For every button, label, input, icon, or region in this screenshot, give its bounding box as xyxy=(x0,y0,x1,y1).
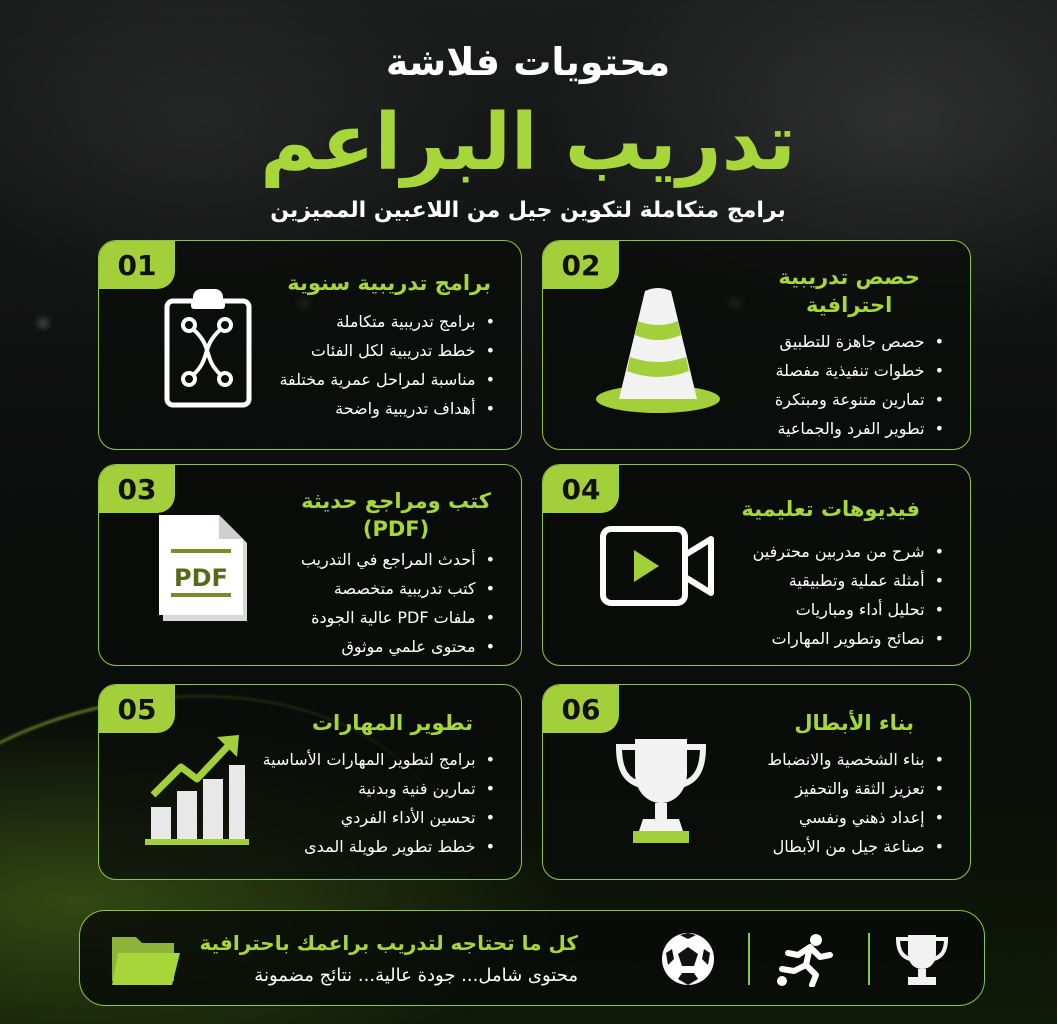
running-player-icon xyxy=(777,933,837,987)
footer-subtitle: محتوى شامل... جودة عالية... نتائج مضمونة xyxy=(255,965,579,986)
folder-icon xyxy=(111,931,183,987)
list-item: • ملفات PDF عالية الجودة xyxy=(302,603,496,632)
list-item: • نصائح وتطوير المهارات xyxy=(754,624,945,653)
list-item: • برامج لتطوير المهارات الأساسية xyxy=(264,745,496,774)
list-item: • تطوير الفرد والجماعية xyxy=(776,414,945,443)
card-number: 03 xyxy=(100,465,176,513)
card-title: تطوير المهارات xyxy=(312,711,474,735)
card-number: 01 xyxy=(100,241,176,289)
list-item: • تمارين فنية وبدنية xyxy=(264,774,496,803)
list-item: • شرح من مدربين محترفين xyxy=(754,537,945,566)
card-list xyxy=(302,545,496,661)
card-title xyxy=(302,487,492,544)
card-number: 06 xyxy=(544,685,620,733)
list-item: • بناء الشخصية والانضباط xyxy=(768,745,945,774)
pdf-label: PDF xyxy=(175,564,229,592)
card-title: برامج تدريبية سنوية xyxy=(288,271,492,295)
card-list xyxy=(768,745,945,861)
list-item: • أمثلة عملية وتطبيقية xyxy=(754,566,945,595)
card-title: بناء الأبطال xyxy=(795,711,915,735)
video-camera-icon xyxy=(600,525,716,607)
trophy-icon xyxy=(895,931,951,987)
card-professional-sessions xyxy=(543,240,972,450)
card-building-champions xyxy=(543,684,972,880)
card-title: فيديوهات تعليمية xyxy=(742,497,921,521)
card-list xyxy=(280,307,496,423)
card-annual-programs xyxy=(99,240,523,450)
list-item: • خطوات تنفيذية مفصلة xyxy=(776,356,945,385)
main-title: تدريب البراعم xyxy=(261,98,797,188)
card-list xyxy=(776,327,945,443)
card-list xyxy=(754,537,945,653)
list-item: • تحليل أداء ومباريات xyxy=(754,595,945,624)
footer-banner xyxy=(80,910,986,1006)
card-title-line: كتب ومراجع حديثة xyxy=(302,489,492,513)
list-item: • صناعة جيل من الأبطال xyxy=(768,832,945,861)
list-item: • أهداف تدريبية واضحة xyxy=(280,394,496,423)
trophy-icon xyxy=(614,733,710,847)
list-item: • خطط تطوير طويلة المدى xyxy=(264,832,496,861)
list-item: • كتب تدريبية متخصصة xyxy=(302,574,496,603)
page-title: محتويات فلاشة xyxy=(386,40,672,84)
list-item: • إعداد ذهني ونفسي xyxy=(768,803,945,832)
list-item: • تعزيز الثقة والتحفيز xyxy=(768,774,945,803)
divider xyxy=(869,933,871,985)
list-item: • تمارين متنوعة ومبتكرة xyxy=(776,385,945,414)
list-item: • محتوى علمي موثوق xyxy=(302,632,496,661)
list-item: • برامج تدريبية متكاملة xyxy=(280,307,496,336)
soccer-ball-icon xyxy=(661,931,717,987)
page-subtitle: برامج متكاملة لتكوين جيل من اللاعبين المميزين xyxy=(271,198,787,223)
card-books-references xyxy=(99,464,523,666)
card-list xyxy=(264,745,496,861)
card-title-line: حصص تدريبية xyxy=(779,265,921,289)
card-skill-development xyxy=(99,684,523,880)
card-number: 02 xyxy=(544,241,620,289)
card-educational-videos xyxy=(543,464,972,666)
card-title-line: احترافية xyxy=(807,293,894,318)
list-item: • حصص جاهزة للتطبيق xyxy=(776,327,945,356)
footer-title: كل ما تحتاجه لتدريب براعمك باحترافية xyxy=(200,931,579,955)
divider xyxy=(749,933,751,985)
pdf-book-icon xyxy=(156,511,256,627)
card-number: 04 xyxy=(544,465,620,513)
card-number: 05 xyxy=(100,685,176,733)
list-item: • مناسبة لمراحل عمرية مختلفة xyxy=(280,365,496,394)
clipboard-tactics-icon xyxy=(164,287,254,409)
card-title-line: (PDF) xyxy=(363,517,431,542)
card-title xyxy=(779,263,921,320)
training-cone-icon xyxy=(594,285,724,415)
growth-chart-icon xyxy=(146,731,250,847)
stadium-light xyxy=(40,320,48,326)
list-item: • أحدث المراجع في التدريب xyxy=(302,545,496,574)
list-item: • خطط تدريبية لكل الفئات xyxy=(280,336,496,365)
list-item: • تحسين الأداء الفردي xyxy=(264,803,496,832)
